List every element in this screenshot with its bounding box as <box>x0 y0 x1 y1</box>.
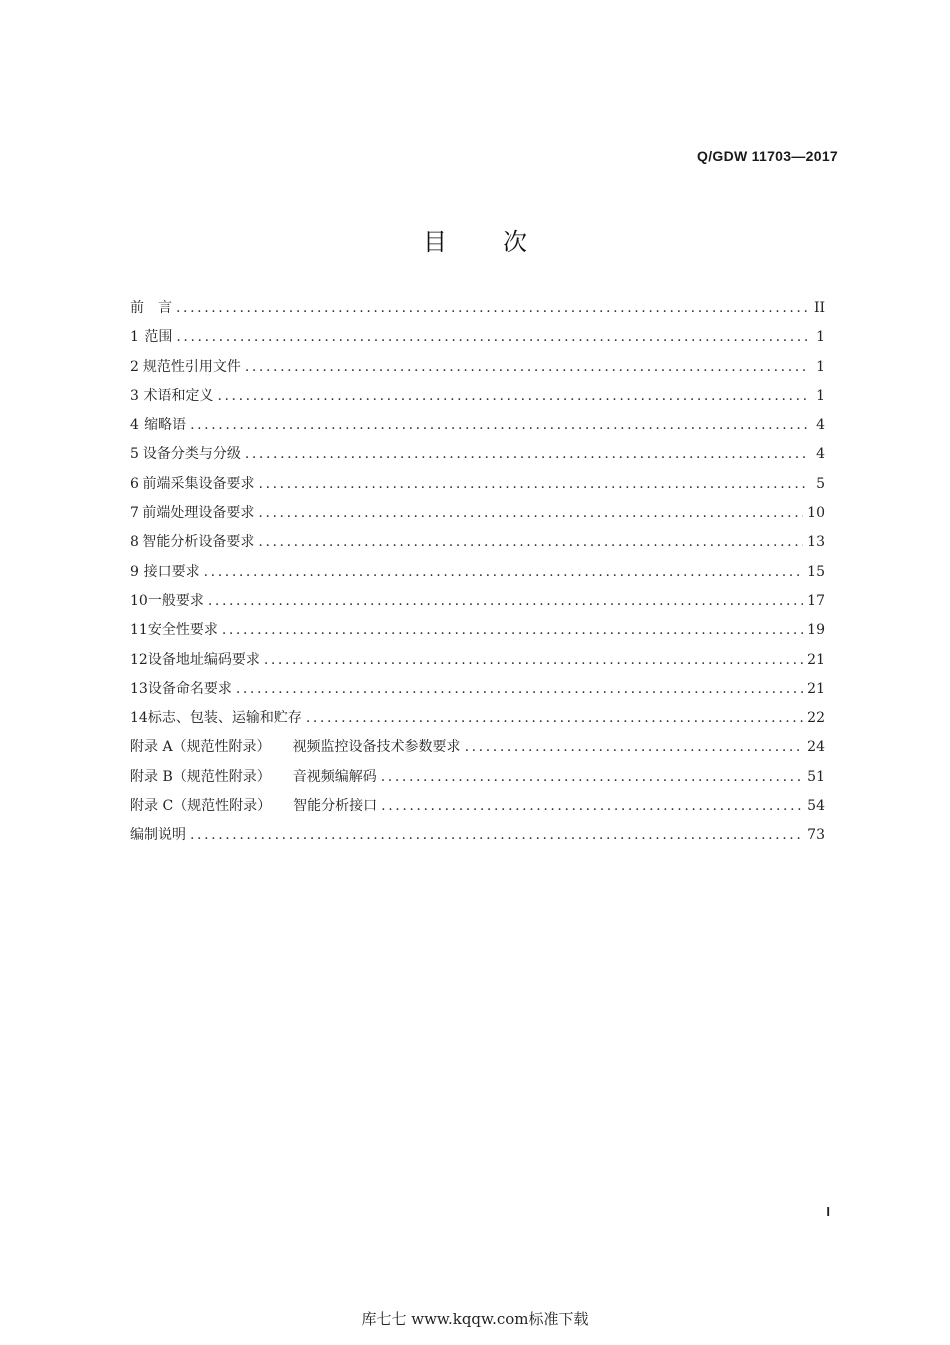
toc-leader-dots <box>222 622 803 638</box>
toc-entry-page: 51 <box>807 768 825 785</box>
toc-entry-foreword[interactable] <box>130 297 825 326</box>
toc-entry-number: 6 <box>130 475 139 492</box>
toc-entry-number: 13 <box>130 680 148 697</box>
toc-appendix-name: 智能分析接口 <box>293 798 378 815</box>
toc-title <box>0 222 950 257</box>
document-code: Q/GDW 11703—2017 <box>697 148 838 164</box>
toc-entry-number: 1 <box>130 329 139 346</box>
toc-entry-2[interactable] <box>130 356 825 385</box>
toc-entry-label: 标志、包装、运输和贮存 <box>147 710 302 727</box>
toc-entry-page: 1 <box>816 387 825 404</box>
toc-entry-page: 21 <box>807 680 825 697</box>
toc-entry-page: 15 <box>807 563 825 580</box>
toc-entry-5[interactable] <box>130 443 825 472</box>
toc-entry-12[interactable] <box>130 649 825 678</box>
toc-entry-compilation-notes[interactable] <box>130 824 825 853</box>
toc-entry-page: 24 <box>807 739 825 756</box>
toc-leader-dots <box>258 534 803 550</box>
toc-entry-number: 8 <box>130 534 139 551</box>
toc-entry-label: 一般要求 <box>147 592 204 609</box>
toc-entry-label: 附录 C（规范性附录） <box>130 798 272 815</box>
toc-leader-dots <box>306 710 803 726</box>
table-of-contents <box>130 297 825 854</box>
toc-entry-label: 智能分析设备要求 <box>142 534 255 551</box>
toc-entry-page: 22 <box>807 710 825 727</box>
toc-entry-10[interactable] <box>130 590 825 619</box>
toc-entry-label: 缩略语 <box>144 417 187 434</box>
toc-entry-page: 21 <box>807 651 825 668</box>
toc-appendix-name: 音视频编解码 <box>292 768 377 785</box>
toc-entry-label: 术语和定义 <box>143 387 214 404</box>
toc-entry-14[interactable] <box>130 707 825 736</box>
toc-entry-label: 附录 B（规范性附录） <box>130 768 271 785</box>
toc-entry-page: 73 <box>807 827 825 844</box>
toc-leader-dots <box>208 593 803 609</box>
toc-entry-number: 3 <box>130 387 139 404</box>
toc-entry-label: 设备命名要求 <box>147 680 232 697</box>
toc-entry-appendix-b[interactable] <box>130 766 825 795</box>
toc-entry-11[interactable] <box>130 619 825 648</box>
toc-entry-number: 12 <box>130 651 148 668</box>
toc-entry-4[interactable] <box>130 414 825 443</box>
toc-title-char-2: 次 <box>503 228 527 256</box>
toc-leader-dots <box>236 681 803 697</box>
toc-entry-number: 2 <box>130 358 139 375</box>
toc-entry-number: 9 <box>130 563 139 580</box>
toc-entry-label: 接口要求 <box>143 563 200 580</box>
toc-entry-page: 10 <box>807 505 825 522</box>
toc-leader-dots <box>381 769 803 785</box>
toc-entry-page: 4 <box>816 417 825 434</box>
toc-entry-label: 设备地址编码要求 <box>147 651 260 668</box>
toc-leader-dots <box>190 827 803 843</box>
toc-leader-dots <box>245 359 809 375</box>
toc-appendix-name: 视频监控设备技术参数要求 <box>292 739 461 756</box>
toc-entry-page: 1 <box>816 329 825 346</box>
toc-entry-appendix-c[interactable] <box>130 795 825 824</box>
toc-title-char-1: 目 <box>423 228 447 256</box>
toc-entry-3[interactable] <box>130 385 825 414</box>
toc-entry-page: 13 <box>807 534 825 551</box>
toc-entry-label: 设备分类与分级 <box>142 446 241 463</box>
toc-entry-label: 前端处理设备要求 <box>142 505 255 522</box>
toc-leader-dots <box>217 388 809 404</box>
toc-entry-number: 10 <box>130 592 148 609</box>
toc-entry-number: 14 <box>130 710 148 727</box>
toc-entry-13[interactable] <box>130 678 825 707</box>
toc-entry-page: 54 <box>807 798 825 815</box>
toc-entry-page: 17 <box>807 592 825 609</box>
toc-entry-label: 范围 <box>144 329 173 346</box>
toc-entry-label: 前 言 <box>130 300 172 316</box>
toc-entry-1[interactable] <box>130 326 825 355</box>
toc-leader-dots <box>204 564 804 580</box>
toc-entry-label: 安全性要求 <box>147 622 218 639</box>
toc-entry-8[interactable] <box>130 531 825 560</box>
toc-entry-page: 5 <box>816 475 825 492</box>
toc-entry-number: 11 <box>130 622 148 639</box>
toc-entry-label: 规范性引用文件 <box>142 358 241 375</box>
toc-entry-label: 前端采集设备要求 <box>142 475 255 492</box>
page-number: I <box>826 1204 830 1219</box>
toc-entry-appendix-a[interactable] <box>130 736 825 765</box>
toc-entry-page: 4 <box>816 446 825 463</box>
toc-entry-page: 1 <box>816 358 825 375</box>
toc-leader-dots <box>190 417 809 433</box>
toc-entry-label: 编制说明 <box>130 827 186 844</box>
toc-entry-number: 4 <box>130 417 139 434</box>
toc-entry-label: 附录 A（规范性附录） <box>130 739 271 756</box>
toc-entry-number: 7 <box>130 505 139 522</box>
footer-watermark-text: 库七七 www.kqqw.com标准下载 <box>361 1310 589 1328</box>
toc-entry-9[interactable] <box>130 561 825 590</box>
toc-leader-dots <box>259 476 809 492</box>
toc-leader-dots <box>176 300 809 316</box>
toc-leader-dots <box>258 505 803 521</box>
toc-entry-7[interactable] <box>130 502 825 531</box>
toc-entry-6[interactable] <box>130 473 825 502</box>
toc-entry-number: 5 <box>130 446 139 463</box>
toc-leader-dots <box>264 652 803 668</box>
toc-leader-dots <box>465 739 804 755</box>
toc-leader-dots <box>381 798 803 814</box>
toc-entry-page: 19 <box>807 622 825 639</box>
toc-leader-dots <box>176 329 809 345</box>
toc-leader-dots <box>245 446 809 462</box>
toc-entry-page: II <box>813 300 825 316</box>
